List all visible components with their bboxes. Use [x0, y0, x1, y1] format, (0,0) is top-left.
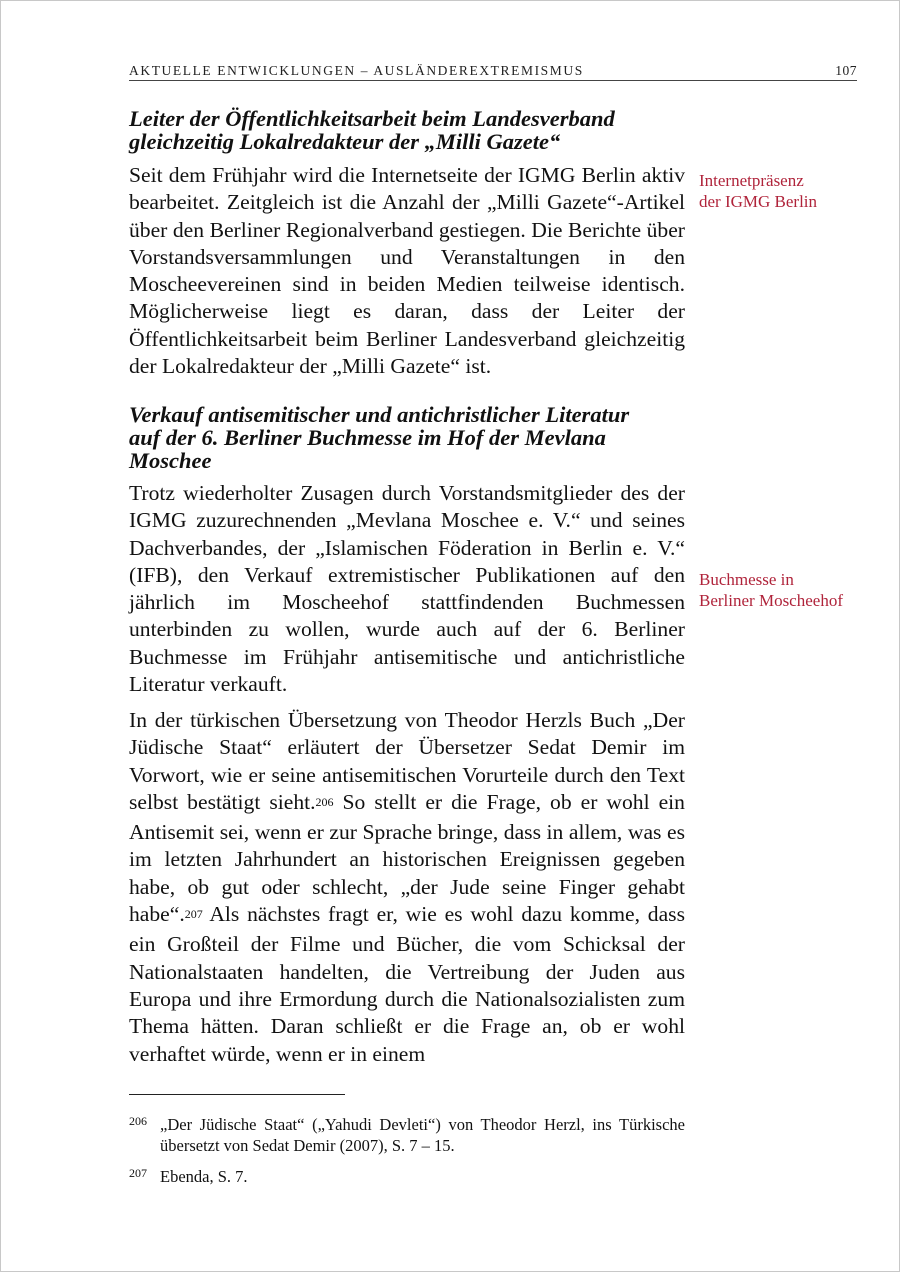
- heading-line: auf der 6. Berliner Buchmesse im Hof der Mevlana: [129, 425, 606, 450]
- footnote-reference-207[interactable]: 207: [184, 907, 203, 922]
- page-number: 107: [835, 63, 857, 78]
- running-header: [129, 63, 857, 79]
- paragraph-text: So stellt er die Frage, ob er wohl ein Antisemit sei, wenn er zur Sprache bringe, dass in allem, was es im letzten Jahrhundert an historischen Ereignissen gegeben habe, ob gut oder schlecht, „der Jude seine Finger gehabt habe“.: [129, 789, 685, 927]
- footnote-number: 207: [129, 1166, 147, 1180]
- margin-note-line: der IGMG Berlin: [699, 192, 818, 211]
- footnote-text: Ebenda, S. 7.: [160, 1167, 248, 1186]
- heading-line: Verkauf antisemitischer und antichristlicher Literatur: [129, 402, 630, 427]
- paragraph-text: In der türkischen Übersetzung von Theodor Herzls Buch „Der Jüdische Staat“ erläutert der Übersetzer Sedat Demir im Vorwort, wie er seine antisemitischen Vorurteile durch den Text selbst bestätigt sieht.: [129, 708, 685, 814]
- footnote-number: 206: [129, 1114, 147, 1128]
- footnote-reference-206[interactable]: 206: [315, 794, 334, 809]
- footnote-separator: [129, 1094, 345, 1095]
- margin-note-line: Buchmesse in: [699, 570, 794, 589]
- footnote-text: „Der Jüdische Staat“ („Yahudi Devleti“) von Theodor Herzl, ins Türkische übersetzt von Sedat Demir (2007), S. 7 – 15.: [160, 1115, 685, 1155]
- paragraph-internet-presence: Seit dem Frühjahr wird die Internetseite der IGMG Berlin aktiv bearbeitet. Zeitgleich ist die Anzahl der „Milli Gazete“-Artikel über den Berliner Regionalverband gestiegen. Die Berichte über Vorstandsversammlungen und Veranstaltungen in den Moscheevereinen sind in beiden Medien teilweise identisch. Möglicherweise liegt es daran, dass der Leiter der Öffentlichkeitsarbeit beim Berliner Landesverband gleichzeitig der Lokalredakteur der „Milli Gazete“ ist.: [129, 163, 685, 379]
- heading-line: Moschee: [129, 448, 212, 473]
- heading-line: Leiter der Öffentlichkeitsarbeit beim Landesverband: [129, 106, 615, 131]
- paragraph-text: Als nächstes fragt er, wie es wohl dazu komme, dass ein Großteil der Filme und Bücher, die vom Schicksal der Nationalstaaten handelten, die Vertreibung der Juden aus Europa und ihre Ermordung durch die Nationalsozialisten zum Thema hätten. Daran schließt er die Frage an, ob er wohl verhaftet würde, wenn er in einem: [129, 902, 685, 1066]
- margin-note-book-fair: [699, 569, 869, 611]
- header-rule: [129, 80, 857, 81]
- heading-line: gleichzeitig Lokalredakteur der „Milli Gazete“: [129, 129, 561, 154]
- margin-note-line: Internetpräsenz: [699, 171, 804, 190]
- footnote-207: [129, 1166, 685, 1187]
- paragraph-herzl-translation: [129, 707, 685, 1068]
- section-heading-book-fair: [129, 403, 689, 472]
- footnote-206: [129, 1114, 685, 1156]
- running-header-title: AKTUELLE ENTWICKLUNGEN – AUSLÄNDEREXTREMISMUS: [129, 63, 584, 78]
- paragraph-book-fair: Trotz wiederholter Zusagen durch Vorstandsmitglieder des der IGMG zuzurechnenden „Mevlana Moschee e. V.“ und seines Dachverbandes, der „Islamischen Föderation in Berlin e. V.“ (IFB), den Verkauf extremistischer Publikationen auf den jährlich im Moscheehof stattfindenden Buchmessen unterbinden zu wollen, wurde auch auf der 6. Berliner Buchmesse im Frühjahr antisemitische und antichristliche Literatur verkauft.: [129, 481, 685, 697]
- section-heading-public-relations: [129, 107, 689, 153]
- margin-note-internet-presence: [699, 170, 869, 212]
- margin-note-line: Berliner Moscheehof: [699, 591, 843, 610]
